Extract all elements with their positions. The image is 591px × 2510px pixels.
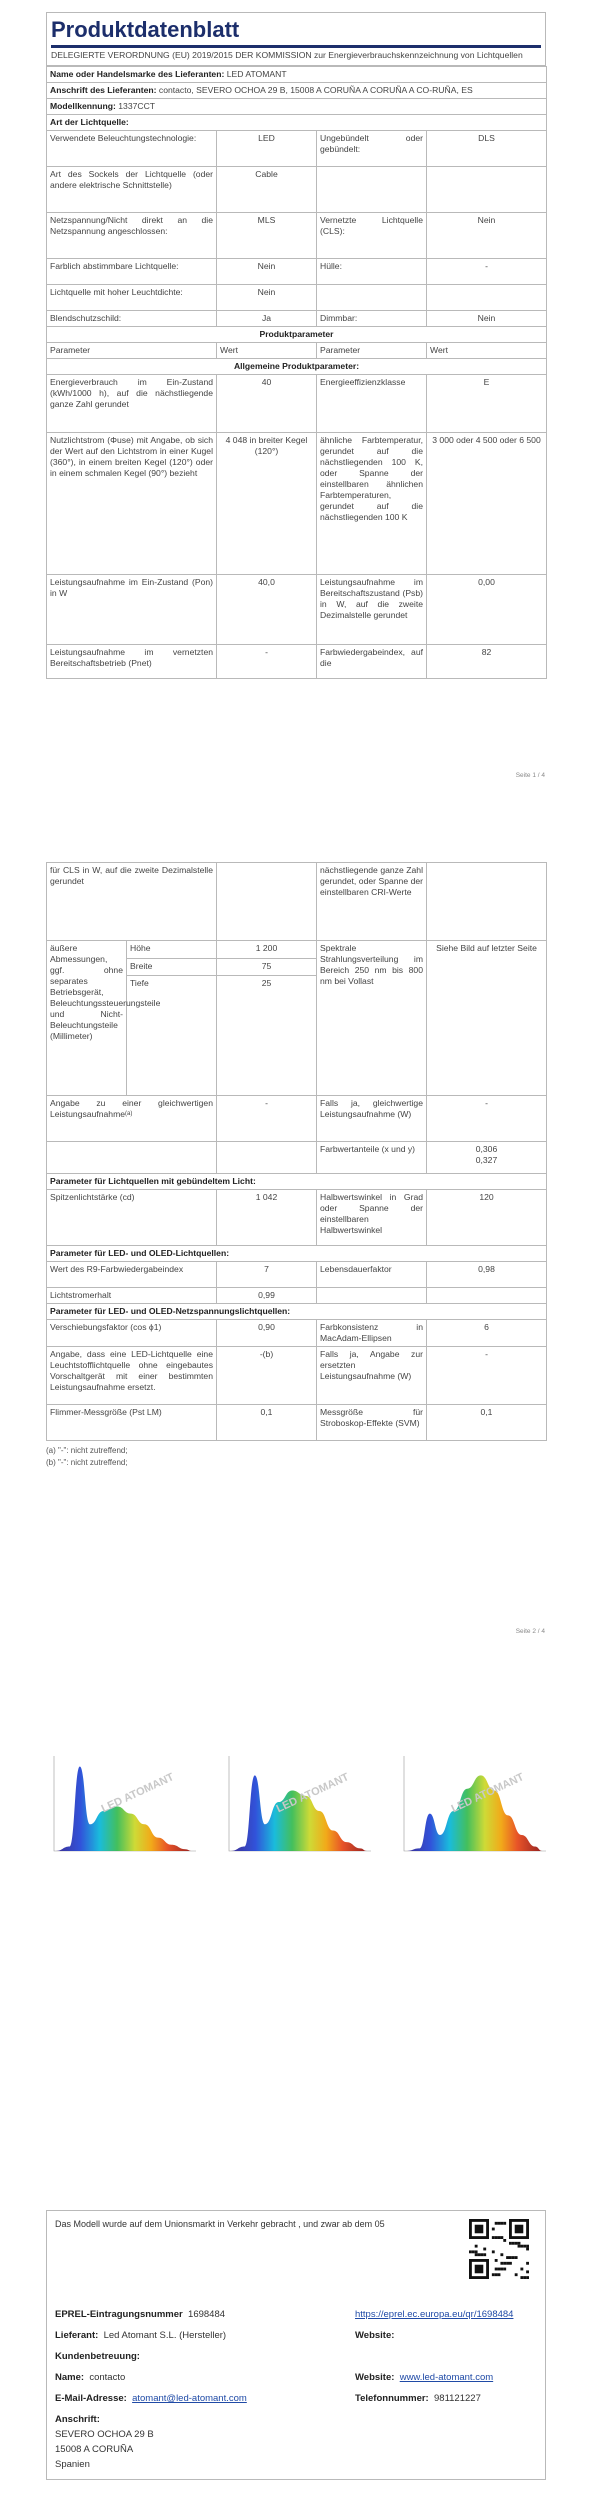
address-value: contacto, SEVERO OCHOA 29 B, 15008 A CORUÑA A CORUÑA A CO-RUÑA, ES	[158, 85, 473, 95]
life-label: Lebensdauerfaktor	[317, 1262, 427, 1288]
row-label: ähnliche Farbtemperatur, gerundet auf die nächstliegenden 100 K, oder Spanne der einstellbaren ähnlichen Farbtemperaturen, gerundet auf die nächstliegenden 100 K	[317, 433, 427, 575]
address-line: SEVERO OCHOA 29 B	[55, 2429, 154, 2440]
r9-label: Wert des R9-Farbwiedergabeindex	[47, 1262, 217, 1288]
qr-module	[509, 2219, 512, 2239]
eprel-link[interactable]: https://eprel.ec.europa.eu/qr/1698484	[355, 2309, 514, 2320]
qr-module	[515, 2256, 518, 2259]
qr-module	[503, 2262, 506, 2265]
row-label: Lichtquelle mit hoher Leuchtdichte:	[47, 285, 217, 311]
qr-module	[498, 2273, 501, 2276]
qr-module	[509, 2219, 529, 2222]
table-row	[47, 1405, 547, 1441]
parameter-table	[46, 862, 547, 1441]
qr-module	[475, 2250, 478, 2253]
replace-power-value: -	[427, 1347, 547, 1405]
spectrum-area	[406, 1775, 542, 1851]
spectrum-chart	[229, 1756, 371, 1851]
lumen-value: 0,99	[217, 1288, 317, 1304]
address-row	[47, 83, 547, 99]
mains-heading: Parameter für LED- und OLED-Netzspannungslichtquellen:	[47, 1304, 547, 1320]
dim-key: Breite	[127, 958, 217, 976]
table-row	[47, 1288, 547, 1304]
datasheet-page-1	[46, 12, 546, 679]
row-label: Hülle:	[317, 259, 427, 285]
page-number: Seite 1 / 4	[515, 772, 545, 779]
brand-label: Name oder Handelsmarke des Lieferanten:	[50, 69, 225, 79]
dim-key: Tiefe	[127, 976, 217, 1096]
qr-module	[478, 2253, 481, 2256]
chromaticity-label: Farbwertanteile (x und y)	[317, 1142, 427, 1174]
watermark-logo: LED ATOMANT	[449, 1771, 526, 1816]
qr-module	[515, 2225, 524, 2234]
qr-module	[509, 2256, 512, 2259]
table-row	[47, 1190, 547, 1246]
table-row	[47, 433, 547, 575]
qr-module	[495, 2259, 498, 2262]
model-label: Modellkennung:	[50, 101, 116, 111]
dim-key: Höhe	[127, 941, 217, 959]
row-label: Art des Sockels der Lichtquelle (oder andere elektrische Schnittstelle)	[47, 167, 217, 213]
watermark-logo: LED ATOMANT	[274, 1771, 351, 1816]
spectrum-chart	[54, 1756, 196, 1851]
supplier-label: Lieferant:	[55, 2330, 99, 2341]
model-row	[47, 99, 547, 115]
replace-power-label: Falls ja, Angabe zur ersetzten Leistungsaufnahme (W)	[317, 1347, 427, 1405]
qr-module	[495, 2273, 498, 2276]
chromaticity-value: 0,306 0,327	[427, 1142, 547, 1174]
beam-value: 120	[427, 1190, 547, 1246]
led-heading: Parameter für LED- und OLED-Lichtquellen:	[47, 1246, 547, 1262]
replace-label: Angabe, dass eine LED-Lichtquelle eine Leuchtstofflichtquelle ohne eingebautes Vorschaltgerät mit einer bestimmten Leistungsaufnahme ersetzt.	[47, 1347, 217, 1405]
column-header: Wert	[427, 343, 547, 359]
qr-module	[512, 2256, 515, 2259]
spectral-label: Spektrale Strahlungsverteilung im Bereich 250 nm bis 800 nm bei Vollast	[317, 941, 427, 1096]
row-value: DLS	[427, 131, 547, 167]
row-value: 40,0	[217, 575, 317, 645]
row-label: Farblich abstimmbare Lichtquelle:	[47, 259, 217, 285]
email-label: E-Mail-Adresse:	[55, 2393, 127, 2404]
qr-module	[509, 2262, 512, 2265]
page-3	[0, 1752, 591, 1862]
address-line: Spanien	[55, 2459, 90, 2470]
table-row	[47, 1320, 547, 1347]
address-line: 15008 A CORUÑA	[55, 2444, 134, 2455]
row-value: Nein	[217, 259, 317, 285]
table-row	[47, 1262, 547, 1288]
qr-module	[475, 2253, 478, 2256]
qr-module	[492, 2236, 495, 2239]
qr-module	[469, 2219, 472, 2239]
table-row	[47, 1096, 547, 1142]
row-value: 40	[217, 375, 317, 433]
row-label: Leistungsaufnahme im vernetzten Bereitschaftsbetrieb (Pnet)	[47, 645, 217, 679]
qr-module	[469, 2259, 472, 2279]
page-title: Produktdatenblatt	[51, 17, 240, 42]
produktparameter-heading: Produktparameter	[47, 327, 547, 343]
row-value: MLS	[217, 213, 317, 259]
qr-module	[500, 2222, 503, 2225]
address-label: Anschrift:	[55, 2414, 100, 2425]
website2-label: Website:	[355, 2372, 395, 2383]
row-value: -	[427, 259, 547, 285]
peak-value: 1 042	[217, 1190, 317, 1246]
qr-module	[523, 2276, 526, 2279]
qr-module	[520, 2276, 523, 2279]
lumen-label: Lichtstromerhalt	[47, 1288, 217, 1304]
qr-module	[520, 2245, 523, 2248]
row-label: Dimmbar:	[317, 311, 427, 327]
qr-module	[526, 2219, 529, 2239]
dim-value: 75	[217, 958, 317, 976]
qr-module	[498, 2222, 501, 2225]
column-header: Parameter	[317, 343, 427, 359]
market-intro: Das Modell wurde auf dem Unionsmarkt in Verkehr gebracht , und zwar ab dem 05	[55, 2219, 385, 2229]
website-label: Website:	[355, 2330, 395, 2341]
flicker-value: 0,1	[217, 1405, 317, 1441]
beam-label: Halbwertswinkel in Grad oder Spanne der einstellbaren Halbwertswinkel	[317, 1190, 427, 1246]
page-2	[0, 862, 591, 1652]
dims-label: äußere Abmessungen, ggf. ohne separates Betriebsgerät, Beleuchtungssteuerungsteile und Nicht-Beleuchtungsteile (Millimeter)	[47, 941, 127, 1096]
qr-module	[472, 2250, 475, 2253]
life-value: 0,98	[427, 1262, 547, 1288]
equiv-value: -	[217, 1096, 317, 1142]
displacement-label: Verschiebungsfaktor (cos ϕ1)	[47, 1320, 217, 1347]
qr-module	[483, 2253, 486, 2256]
eprel-value: 1698484	[188, 2309, 226, 2320]
table-row	[47, 375, 547, 433]
page-4	[0, 2210, 591, 2500]
qr-code	[469, 2219, 529, 2279]
eprel-label: EPREL-Eintragungsnummer	[55, 2309, 183, 2320]
row-value: LED	[217, 131, 317, 167]
row-label	[317, 285, 427, 311]
qr-module	[492, 2273, 495, 2276]
dim-value: 25	[217, 976, 317, 1096]
row-label: Blendschutzschild:	[47, 311, 217, 327]
phone-label: Telefonnummer:	[355, 2393, 429, 2404]
row-label: Energieeffizienzklasse	[317, 375, 427, 433]
spectral-distribution-charts	[46, 1752, 546, 1862]
qr-module	[500, 2253, 503, 2256]
qr-module	[483, 2248, 486, 2251]
directional-heading: Parameter für Lichtquellen mit gebündeltem Licht:	[47, 1174, 547, 1190]
table-row	[47, 1347, 547, 1405]
table-row	[47, 259, 547, 285]
footnote-marker: (a)	[125, 1111, 133, 1117]
row-value: Nein	[217, 285, 317, 311]
qr-module	[495, 2268, 498, 2271]
qr-module	[469, 2259, 489, 2262]
qr-module	[509, 2242, 512, 2245]
datasheet-page-2	[46, 862, 546, 1469]
displacement-value: 0,90	[217, 1320, 317, 1347]
website-link[interactable]: www.led-atomant.com	[399, 2372, 494, 2383]
flicker-label: Flimmer-Messgröße (Pst LM)	[47, 1405, 217, 1441]
qr-module	[526, 2262, 529, 2265]
qr-module	[475, 2225, 484, 2234]
qr-module	[512, 2242, 515, 2245]
row-value: Cable	[217, 167, 317, 213]
qr-module	[480, 2253, 483, 2256]
qr-module	[486, 2259, 489, 2279]
consistency-label: Farbkonsistenz in MacAdam-Ellipsen	[317, 1320, 427, 1347]
qr-module	[526, 2248, 529, 2251]
qr-module	[518, 2242, 521, 2245]
table-row	[47, 167, 547, 213]
replace-value: -(b)	[217, 1347, 317, 1405]
address-label: Anschrift des Lieferanten:	[50, 85, 157, 95]
qr-module	[500, 2262, 503, 2265]
qr-module	[515, 2273, 518, 2276]
spectrum-chart	[404, 1756, 546, 1851]
qr-module	[469, 2250, 472, 2253]
row-value: E	[427, 375, 547, 433]
email-link[interactable]: atomant@led-atomant.com	[132, 2393, 247, 2404]
equiv-label: Angabe zu einer gleichwertigen Leistungsaufnahme	[50, 1098, 213, 1119]
page-number: Seite 2 / 4	[515, 1628, 545, 1635]
qr-module	[523, 2245, 526, 2248]
stroboscopic-value: 0,1	[427, 1405, 547, 1441]
r9-value: 7	[217, 1262, 317, 1288]
row-value: Nein	[427, 213, 547, 259]
spectrum-area	[231, 1775, 367, 1851]
supplier-table	[46, 66, 547, 679]
qr-module	[506, 2256, 509, 2259]
watermark-logo: LED ATOMANT	[99, 1771, 176, 1816]
dims-row	[47, 941, 547, 959]
table-row	[47, 131, 547, 167]
qr-module	[509, 2236, 529, 2239]
regulation-subtitle: DELEGIERTE VERORDNUNG (EU) 2019/2015 DER KOMMISSION zur Energieverbrauchskennzeichnung von Lichtquellen	[51, 50, 523, 60]
supplier-value: Led Atomant S.L. (Hersteller)	[103, 2330, 227, 2341]
brand-row	[47, 67, 547, 83]
row-value	[427, 167, 547, 213]
equiv-power-value: -	[427, 1096, 547, 1142]
qr-module	[469, 2276, 489, 2279]
qr-module	[469, 2236, 489, 2239]
table-row	[47, 213, 547, 259]
column-header-row	[47, 343, 547, 359]
row-label: Leistungsaufnahme im Bereitschaftszustand (Psb) in W, auf die zweite Dezimalstelle gerundet	[317, 575, 427, 645]
header-box	[46, 12, 546, 66]
contact-grid	[55, 2307, 535, 2472]
qr-module	[506, 2262, 509, 2265]
name-label: Name:	[55, 2372, 85, 2383]
table-row	[47, 311, 547, 327]
qr-module	[518, 2245, 521, 2248]
row-label: Nutzlichtstrom (Φuse) mit Angabe, ob sich der Wert auf den Lichtstrom in einer Kugel (360°), in einem breiten Kegel (120°) oder in einem schmalen Kegel (90°) bezieht	[47, 433, 217, 575]
page-1	[0, 0, 591, 790]
qr-module	[495, 2222, 498, 2225]
table-row	[47, 285, 547, 311]
qr-module	[526, 2276, 529, 2279]
row-label	[317, 167, 427, 213]
qr-module	[526, 2270, 529, 2273]
qr-module	[495, 2236, 498, 2239]
equiv-power-label: Falls ja, gleichwertige Leistungsaufnahme (W)	[317, 1096, 427, 1142]
row-label: Netzspannung/Nicht direkt an die Netzspannung angeschlossen:	[47, 213, 217, 259]
table-row	[47, 863, 547, 941]
qr-module	[469, 2219, 489, 2222]
table-row	[47, 1142, 547, 1174]
table-row	[47, 645, 547, 679]
footnote-b: (b) "-": nicht zutreffend;	[46, 1458, 128, 1467]
qr-module	[492, 2228, 495, 2231]
qr-module	[503, 2222, 506, 2225]
qr-module	[498, 2268, 501, 2271]
column-header: Parameter	[47, 343, 217, 359]
row-label: Vernetzte Lichtquelle (CLS):	[317, 213, 427, 259]
name-value: contacto	[89, 2372, 126, 2383]
brand-value: LED ATOMANT	[226, 69, 287, 79]
row-label: für CLS in W, auf die zweite Dezimalstelle gerundet	[47, 863, 217, 941]
qr-module	[500, 2236, 503, 2239]
row-value: Nein	[427, 311, 547, 327]
row-value: 3 000 oder 4 500 oder 6 500	[427, 433, 547, 575]
type-heading: Art der Lichtquelle:	[47, 115, 547, 131]
support-label: Kundenbetreuung:	[55, 2351, 140, 2362]
qr-module	[520, 2268, 523, 2271]
consistency-value: 6	[427, 1320, 547, 1347]
qr-module	[475, 2265, 484, 2274]
column-header: Wert	[217, 343, 317, 359]
row-value: 0,00	[427, 575, 547, 645]
row-label: Energieverbrauch im Ein-Zustand (kWh/1000 h), auf die nächstliegende ganze Zahl gerundet	[47, 375, 217, 433]
qr-module	[492, 2250, 495, 2253]
dim-value: 1 200	[217, 941, 317, 959]
eprel-box	[46, 2210, 546, 2480]
row-label: Ungebündelt oder gebündelt:	[317, 131, 427, 167]
table-row	[47, 575, 547, 645]
row-label: Farbwiedergabeindex, auf die	[317, 645, 427, 679]
qr-module	[498, 2236, 501, 2239]
allgemeine-heading: Allgemeine Produktparameter:	[47, 359, 547, 375]
qr-module	[526, 2245, 529, 2248]
row-value	[427, 285, 547, 311]
spectrum-row	[46, 1752, 546, 1862]
qr-module	[503, 2268, 506, 2271]
phone-value: 981121227	[434, 2393, 481, 2404]
row-value: -	[217, 645, 317, 679]
row-label: Verwendete Beleuchtungstechnologie:	[47, 131, 217, 167]
row-value: Ja	[217, 311, 317, 327]
spectral-value: Siehe Bild auf letzter Seite	[427, 941, 547, 1096]
row-value: 4 048 in breiter Kegel (120°)	[217, 433, 317, 575]
qr-module	[486, 2219, 489, 2239]
qr-module	[515, 2242, 518, 2245]
qr-module	[503, 2239, 506, 2242]
row-label: Leistungsaufnahme im Ein-Zustand (Pon) in W	[47, 575, 217, 645]
row-value: 82	[427, 645, 547, 679]
equiv-label-cell	[47, 1096, 217, 1142]
qr-code-graphic	[469, 2219, 529, 2279]
model-value: 1337CCT	[118, 101, 156, 111]
row-label: nächstliegende ganze Zahl gerundet, oder Spanne der einstellbaren CRI-Werte	[317, 863, 427, 941]
qr-module	[500, 2268, 503, 2271]
peak-label: Spitzenlichtstärke (cd)	[47, 1190, 217, 1246]
qr-module	[475, 2245, 478, 2248]
footnote-a: (a) "-": nicht zutreffend;	[46, 1446, 128, 1455]
stroboscopic-label: Messgröße für Stroboskop-Effekte (SVM)	[317, 1405, 427, 1441]
